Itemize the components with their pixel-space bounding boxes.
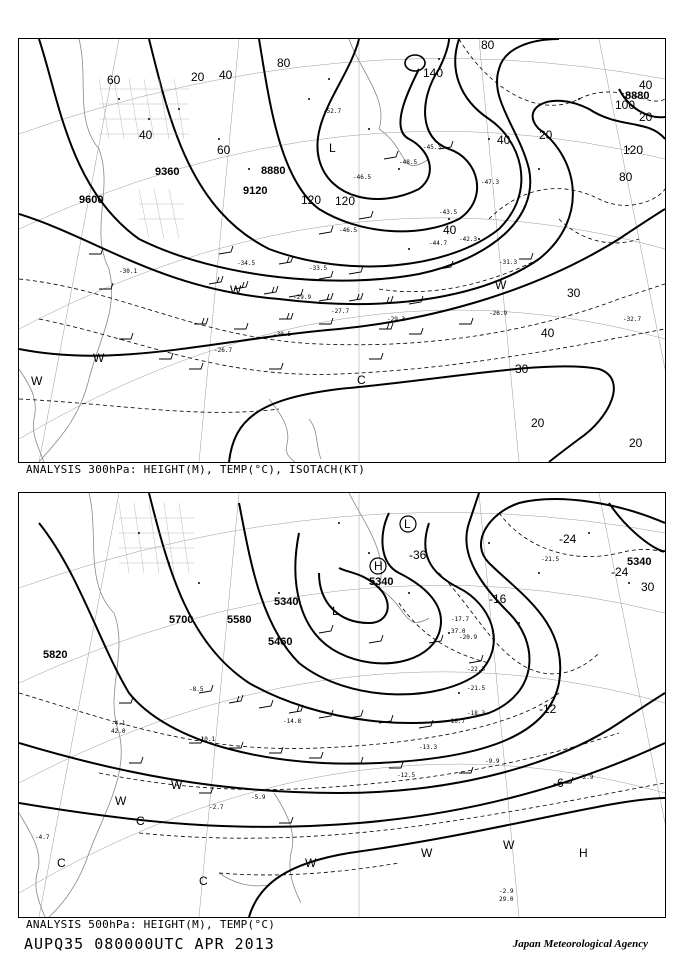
system-symbol: L: [329, 141, 336, 155]
height-label: 5460: [268, 636, 293, 648]
isotach-label: 20: [639, 110, 653, 124]
lower-coastlines: [19, 493, 429, 917]
lower-station-dots: [138, 522, 630, 694]
system-symbol: C: [136, 814, 145, 828]
height-label: 5340: [627, 556, 652, 568]
isotach-label: 30: [567, 286, 581, 300]
lower-hatch: [119, 503, 194, 573]
station-temp: -52.7: [323, 108, 342, 115]
station-value: -2.7: [209, 804, 224, 811]
station-temp: -47.3: [481, 179, 500, 186]
station-value: -5.9: [251, 794, 266, 801]
station-temp: -43.5: [439, 209, 458, 216]
height-label: 5820: [43, 649, 68, 661]
station-value: -21.5: [467, 685, 486, 692]
station-value: -2.9: [499, 888, 514, 895]
system-symbol: W: [171, 778, 183, 792]
station-temp: -26.7: [214, 347, 233, 354]
system-symbol: C: [357, 373, 366, 387]
system-symbol: W: [421, 846, 433, 860]
isotach-label: 40: [443, 223, 457, 237]
system-symbol: L: [404, 517, 411, 531]
system-symbol: W: [93, 351, 105, 365]
upper-chart-svg: [19, 39, 665, 462]
station-temp: -33.5: [309, 265, 328, 272]
system-symbol: H: [579, 846, 588, 860]
upper-analysis-chart: [18, 38, 666, 463]
isotach-label: 60: [107, 73, 121, 87]
isotach-label: 80: [481, 39, 495, 52]
isotach-label: 30: [515, 362, 529, 376]
station-value: 42.0: [111, 728, 126, 735]
isotach-label: 20: [531, 416, 545, 430]
station-temp: -32.7: [623, 316, 642, 323]
height-label: 5580: [227, 614, 252, 626]
height-label: 9360: [155, 166, 180, 178]
station-value: -17.7: [451, 616, 470, 623]
station-value: -2.9: [579, 774, 594, 781]
station-value: -9.9: [485, 758, 500, 765]
isotach-label: 40: [139, 128, 153, 142]
isotach-label: 40: [219, 68, 233, 82]
station-temp: -31.3: [499, 259, 518, 266]
station-value: -10.1: [197, 736, 216, 743]
system-symbol: H: [374, 559, 383, 573]
temp-label: -6: [553, 776, 564, 790]
temp-label: -24: [559, 532, 577, 546]
lower-analysis-chart: [18, 492, 666, 918]
isotach-label: 120: [301, 193, 322, 207]
temp-label: 30: [641, 580, 655, 594]
system-symbol: W: [495, 278, 507, 292]
height-label: 9600: [79, 194, 104, 206]
system-symbol: W: [305, 856, 317, 870]
system-symbol: C: [57, 856, 66, 870]
agency-credit: Japan Meteorological Agency: [512, 938, 648, 950]
height-label: 8880: [625, 90, 650, 102]
isotach-label: 80: [619, 170, 633, 184]
station-value: 37.0: [451, 628, 466, 635]
upper-coastlines: [19, 39, 429, 462]
station-value: -20.9: [459, 634, 478, 641]
station-value: -18.3: [467, 710, 486, 717]
isotach-label: 40: [639, 78, 653, 92]
isotach-label: 120: [623, 143, 644, 157]
height-label: 5700: [169, 614, 194, 626]
station-temp: -45.3: [423, 144, 442, 151]
isotach-label: 60: [217, 143, 231, 157]
station-temp: -42.3: [459, 236, 478, 243]
station-temp: -26.9: [489, 310, 508, 317]
station-value: -4.1: [111, 720, 126, 727]
system-symbol: W: [230, 283, 242, 297]
station-value: -8.5: [189, 686, 204, 693]
temp-label: -12: [539, 702, 557, 716]
isotach-label: 40: [497, 133, 511, 147]
station-temp: -46.5: [339, 227, 358, 234]
station-temp: -30.5: [273, 331, 292, 338]
isotach-label: 20: [629, 436, 643, 450]
system-symbol: W: [503, 838, 515, 852]
upper-dashed-lines: [19, 39, 665, 412]
temp-label: -24: [611, 565, 629, 579]
station-temp: -44.7: [429, 240, 448, 247]
temp-label: -16: [489, 592, 507, 606]
system-symbol: W: [115, 794, 127, 808]
upper-height-contours: [19, 39, 665, 462]
lower-height-contours: [19, 493, 665, 917]
station-temp: -48.5: [399, 159, 418, 166]
height-label: 8880: [261, 165, 286, 177]
lower-isotherms: [19, 513, 665, 875]
height-label: 5340: [369, 576, 394, 588]
station-value: -16.7: [447, 718, 466, 725]
station-value: -13.3: [419, 744, 438, 751]
station-value: 29.0: [499, 896, 514, 903]
isotach-label: 40: [541, 326, 555, 340]
system-symbol: L: [332, 604, 339, 618]
station-temp: -30.1: [119, 268, 138, 275]
station-value: -22.3: [467, 666, 486, 673]
isotach-label: 20: [539, 128, 553, 142]
chart-code: AUPQ35 080000UTC APR 2013: [24, 935, 275, 953]
station-temp: -29.3: [387, 316, 406, 323]
isotach-label: 80: [277, 56, 291, 70]
upper-station-dots: [118, 58, 650, 250]
isotach-label: 120: [335, 194, 356, 208]
system-symbol: W: [31, 374, 43, 388]
isotach-label: 100: [615, 98, 636, 112]
height-label: 5340: [274, 596, 299, 608]
station-temp: -34.5: [237, 260, 256, 267]
isotach-label: 20: [191, 70, 205, 84]
height-label: 9120: [243, 185, 268, 197]
lower-temp-labels: [409, 532, 655, 790]
upper-closed-contour: [405, 55, 425, 71]
temp-label: -36: [409, 548, 427, 562]
station-temp: -29.9: [293, 294, 312, 301]
station-value: -12.5: [397, 772, 416, 779]
station-value: -4.7: [35, 834, 50, 841]
station-value: -21.5: [541, 556, 560, 563]
lower-chart-caption: ANALYSIS 500hPa: HEIGHT(M), TEMP(°C): [26, 918, 276, 931]
station-temp: -27.7: [331, 308, 350, 315]
upper-isotach-labels: [107, 39, 653, 450]
lower-chart-svg: [19, 493, 665, 917]
station-value: -14.8: [283, 718, 302, 725]
isotach-label: 140: [423, 66, 444, 80]
upper-chart-caption: ANALYSIS 300hPa: HEIGHT(M), TEMP(°C), ISOTACH(KT): [26, 463, 366, 476]
system-symbol: C: [199, 874, 208, 888]
station-temp: -46.5: [353, 174, 372, 181]
